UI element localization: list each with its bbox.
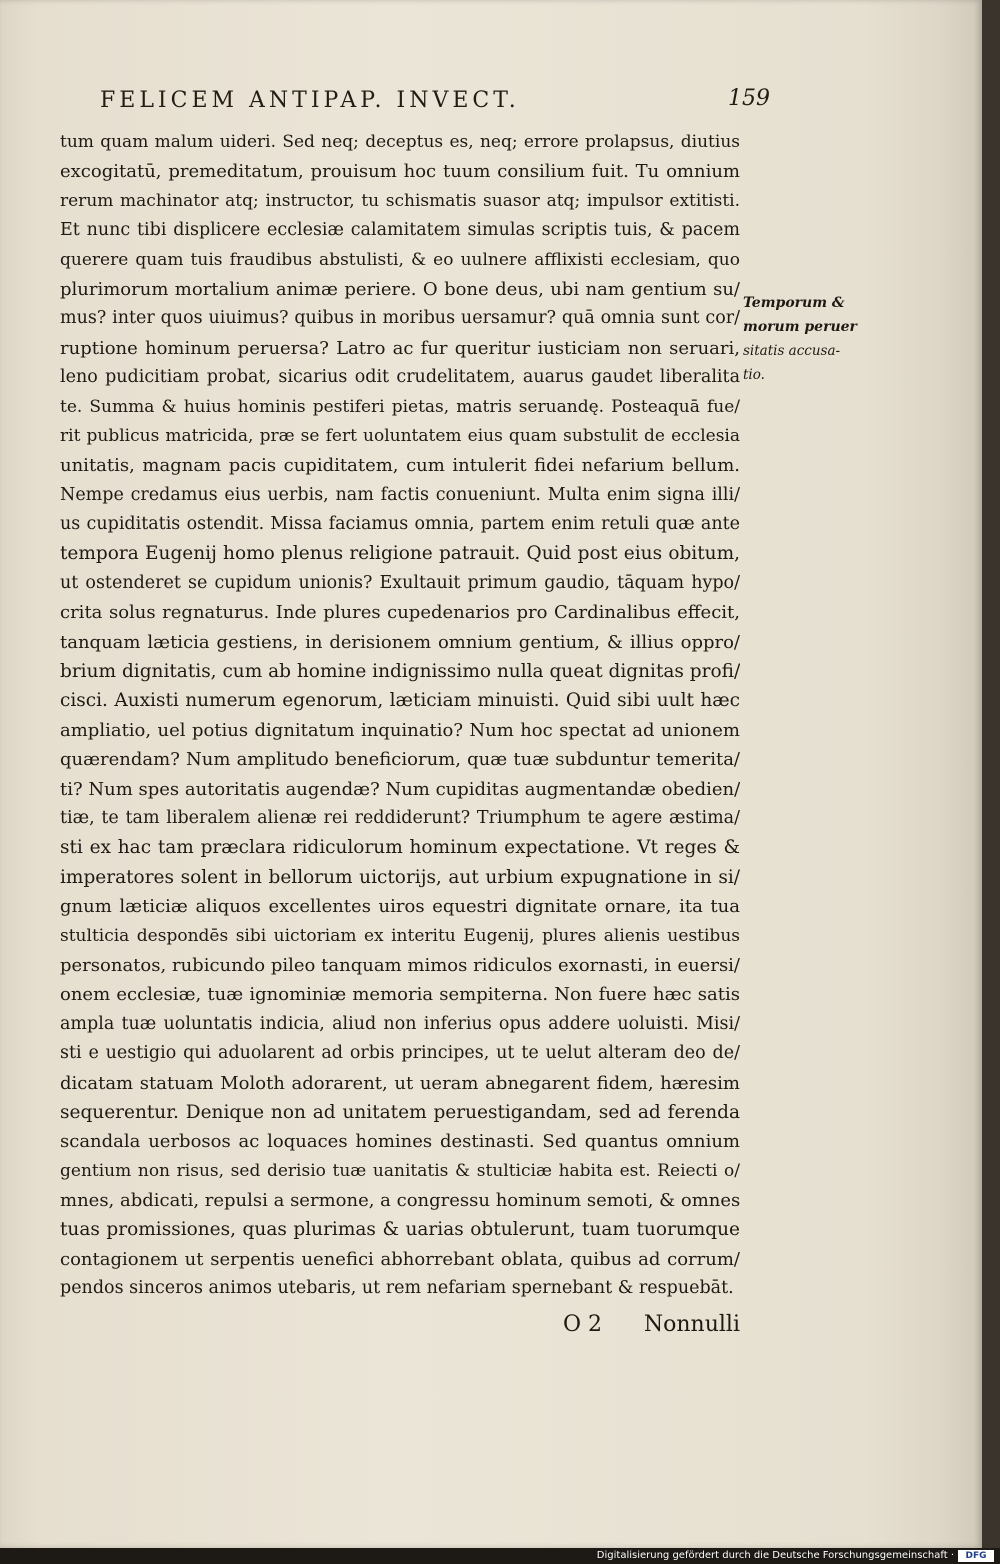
text-line: Et nunc tibi displicere ecclesiæ calamitatem simulas scriptis tuis, & pacem xyxy=(60,220,740,241)
text-line: sti e uestigio qui aduolarent ad orbis principes, ut te uelut alteram deo de/ xyxy=(60,1043,740,1064)
text-line: mus? inter quos uiuimus? quibus in moribus uersamur? quā omnia sunt cor/ xyxy=(60,308,740,329)
signature-mark: O 2 xyxy=(563,1312,603,1337)
text-line: tuas promissiones, quas plurimas & uarias obtulerunt, tuam tuorumque xyxy=(60,1219,740,1241)
text-line: gnum læticiæ aliquos excellentes uiros equestri dignitate ornare, ita tua xyxy=(60,896,740,918)
text-line: personatos, rubicundo pileo tanquam mimos ridiculos exornasti, in euersi/ xyxy=(60,954,740,976)
marginal-note-line: Temporum & xyxy=(743,295,845,311)
text-line: querere quam tuis fraudibus abstulisti, & eo uulnere afflixisti ecclesiam, quo xyxy=(60,249,740,270)
text-line: ut ostenderet se cupidum unionis? Exultauit primum gaudio, tāquam hypo/ xyxy=(60,572,740,593)
text-line: sequerentur. Denique non ad unitatem peruestigandam, sed ad ferenda xyxy=(60,1101,740,1123)
text-line: imperatores solent in bellorum uictorijs, aut urbium expugnatione in si/ xyxy=(60,866,740,888)
text-line: onem ecclesiæ, tuæ ignominiæ memoria sempiterna. Non fuere hæc satis xyxy=(60,984,740,1006)
text-line: plurimorum mortalium animæ periere. O bone deus, ubi nam gentium su/ xyxy=(60,278,740,300)
text-line: dicatam statuam Moloth adorarent, ut ueram abnegarent fidem, hæresim xyxy=(60,1072,740,1094)
text-line: stulticia despondēs sibi uictoriam ex interitu Eugenij, plures alienis uestibus xyxy=(60,925,740,946)
text-line: brium dignitatis, cum ab homine indignissimo nulla queat dignitas profi/ xyxy=(60,661,740,683)
running-head xyxy=(100,86,770,120)
text-line: excogitatū, premeditatum, prouisum hoc tuum consilium fuit. Tu omnium xyxy=(60,161,740,183)
text-line: tanquam læticia gestiens, in derisionem omnium gentium, & illius oppro/ xyxy=(60,631,740,653)
text-line: te. Summa & huius hominis pestiferi pietas, matris seruandę. Posteaquā fue/ xyxy=(60,396,740,417)
text-line: Nempe credamus eius uerbis, nam factis conueniunt. Multa enim signa illi/ xyxy=(60,484,740,505)
text-line: crita solus regnaturus. Inde plures cupedenarios pro Cardinalibus effecit, xyxy=(60,602,740,624)
text-line: leno pudicitiam probat, sicarius odit crudelitatem, auarus gaudet liberalita xyxy=(60,367,740,388)
marginal-note-line: sitatis accusa- xyxy=(743,343,841,359)
text-line: rerum machinator atq; instructor, tu schismatis suasor atq; impulsor extitisti. xyxy=(60,190,740,211)
text-line: ruptione hominum peruersa? Latro ac fur queritur iusticiam non seruari, xyxy=(60,337,740,359)
catchword: Nonnulli xyxy=(643,1312,740,1337)
page-number: 159 xyxy=(728,86,770,111)
text-line: ti? Num spes autoritatis augendæ? Num cupiditas augmentandæ obedien/ xyxy=(60,778,740,800)
text-line: gentium non risus, sed derisio tuæ uanitatis & stulticiæ habita est. Reiecti o/ xyxy=(60,1160,740,1181)
text-line: sti ex hac tam præclara ridiculorum hominum expectatione. Vt reges & xyxy=(60,837,740,859)
running-head-title: FELICEM ANTIPAP. INVECT. xyxy=(100,88,520,113)
text-line: pendos sinceros animos utebaris, ut rem nefariam spernebant & respuebāt. xyxy=(60,1278,734,1299)
text-line: tiæ, te tam liberalem alienæ rei reddiderunt? Triumphum te agere æstima/ xyxy=(60,807,740,828)
text-line: unitatis, magnam pacis cupiditatem, cum intulerit fidei nefarium bellum. xyxy=(60,455,740,477)
text-line: us cupiditatis ostendit. Missa faciamus omnia, partem enim retuli quæ ante xyxy=(60,514,740,535)
page-footer-row xyxy=(60,1312,740,1346)
text-line: ampla tuæ uoluntatis indicia, aliud non inferius opus addere uoluisti. Misi/ xyxy=(60,1013,740,1034)
bleed-through xyxy=(745,250,845,290)
text-line: tempora Eugenij homo plenus religione patrauit. Quid post eius obitum, xyxy=(60,543,740,565)
text-line: quærendam? Num amplitudo beneficiorum, quæ tuæ subduntur temerita/ xyxy=(60,749,740,771)
text-line: contagionem ut serpentis uenefici abhorrebant oblata, quibus ad corrum/ xyxy=(60,1248,740,1270)
text-line: cisci. Auxisti numerum egenorum, læticiam minuisti. Quid sibi uult hæc xyxy=(60,690,740,712)
marginal-note xyxy=(743,291,863,387)
text-line: ampliatio, uel potius dignitatum inquinatio? Num hoc spectat ad unionem xyxy=(60,719,740,741)
text-line: scandala uerbosos ac loquaces homines destinasti. Sed quantus omnium xyxy=(60,1131,740,1153)
marginal-note-line: morum peruer xyxy=(743,319,857,335)
text-line: rit publicus matricida, præ se fert uoluntatem eius quam substulit de ecclesia xyxy=(60,425,740,446)
body-text xyxy=(60,128,740,1304)
text-line: tum quam malum uideri. Sed neq; deceptus es, neq; errore prolapsus, diutius xyxy=(60,132,740,152)
dfg-logo: DFG xyxy=(958,1550,994,1562)
text-line: mnes, abdicati, repulsi a sermone, a congressu hominum semoti, & omnes xyxy=(60,1190,740,1212)
funding-credit: Digitalisierung gefördert durch die Deutsche Forschungsgemeinschaft · xyxy=(596,1550,954,1561)
marginal-note-line: tio. xyxy=(743,367,765,383)
